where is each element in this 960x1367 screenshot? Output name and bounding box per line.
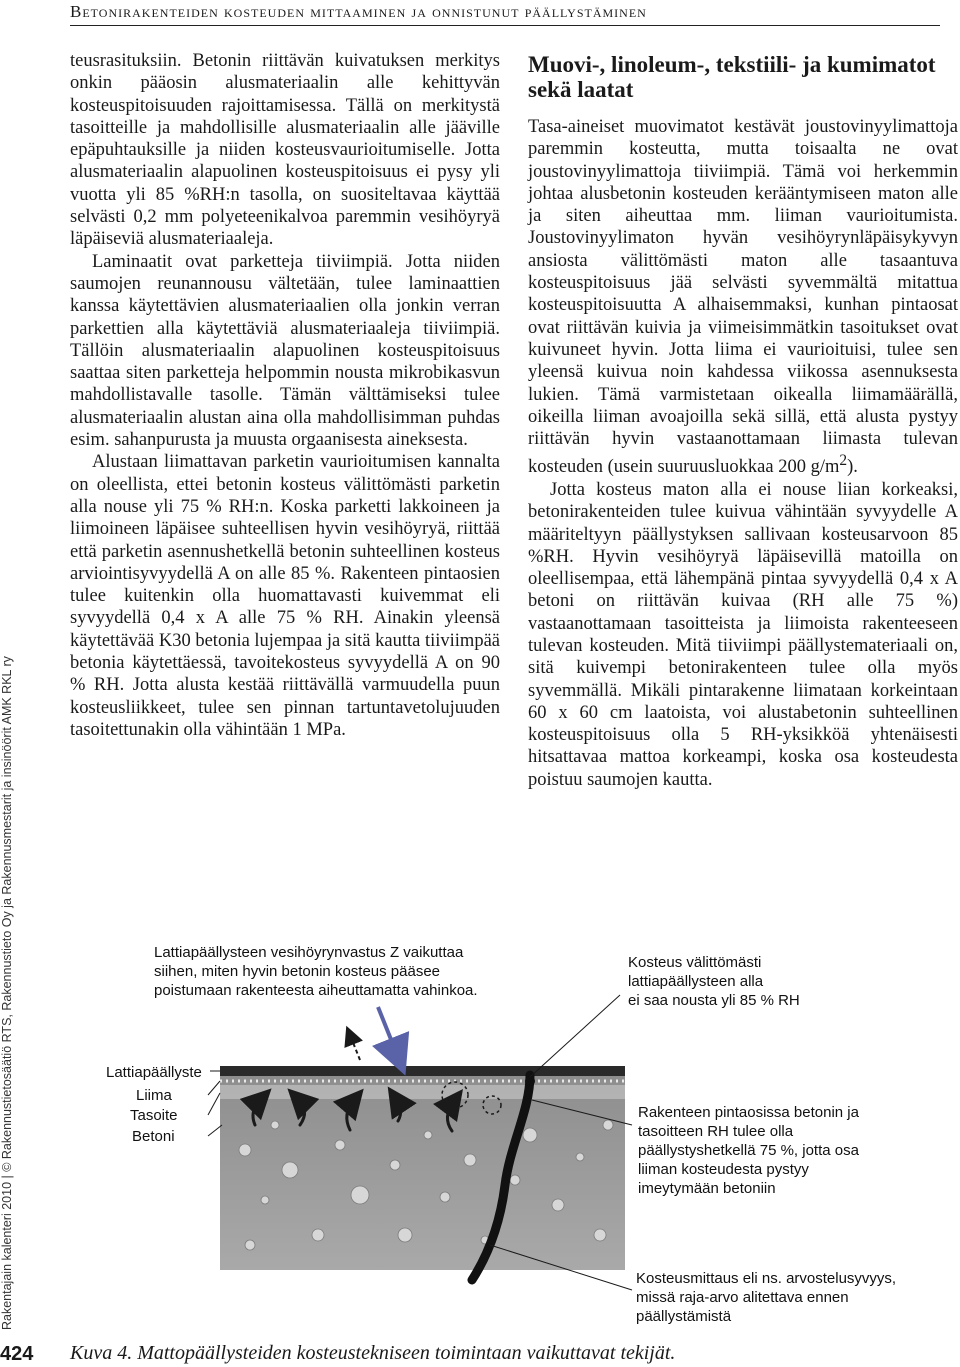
callout-line: Rakenteen pintaosissa betonin ja bbox=[638, 1104, 859, 1121]
page-number: 424 bbox=[0, 1343, 34, 1365]
figure-moisture-diagram bbox=[60, 935, 960, 1335]
left-column bbox=[70, 50, 500, 741]
callout-line: päällystyshetkellä 75 %, jotta osa bbox=[638, 1142, 859, 1159]
callout-line: Kosteusmittaus eli ns. arvostelusyvyys, bbox=[636, 1270, 897, 1287]
sidebar-copyright bbox=[0, 0, 22, 1330]
label-adhesive: Liima bbox=[136, 1087, 172, 1104]
concrete-cross-section bbox=[60, 935, 960, 1335]
callout-line: Kosteus välittömästi bbox=[628, 954, 762, 971]
label-floor-covering: Lattiapäällyste bbox=[106, 1064, 202, 1081]
left-paragraph-1: teusrasituksiin. Betonin riittävän kuivatuksen merkitys onkin pääosin alusmateriaalin alle kehittyvän kosteuspitoisuuden rajoittamisessa. Tällä on merkitystä tasoitteille ja mahdollisille alusmateriaalin alle jääville epäpuhtauksille ja niiden kosteusvaurioitumiselle. Jotta alusmateriaalin alapuolinen kosteuspitoisuus ei pysy yli vuotta yli 85 %RH:n tasolla, on suositeltavaa käyttää selvästi 0,2 mm polyeteenikalvoa paremmin vesihöyryä läpäiseviä alusmateriaaleja. bbox=[70, 51, 500, 250]
callout-line: liiman kosteudesta pystyy bbox=[638, 1161, 809, 1178]
section-heading: Muovi-, linoleum-, tekstiili- ja kumimatot sekä laatat bbox=[528, 52, 936, 102]
callout-line: tasoitteen RH tulee olla bbox=[638, 1123, 794, 1140]
callout-line: poistumaan rakenteesta aiheuttamatta vahinkoa. bbox=[154, 982, 478, 999]
label-screed: Tasoite bbox=[130, 1107, 178, 1124]
callout-line: lattiapäällysteen alla bbox=[628, 973, 764, 990]
callout-line: Lattiapäällysteen vesihöyrynvastus Z vaikuttaa bbox=[154, 944, 464, 961]
concrete-slab bbox=[220, 1075, 625, 1270]
escaping-moisture-arrow bbox=[350, 1035, 360, 1060]
label-concrete: Betoni bbox=[132, 1128, 175, 1145]
screed-layer bbox=[220, 1085, 625, 1099]
left-paragraph-3: Alustaan liimattavan parketin vaurioitumisen kannalta on oleellista, ettei betonin kosteus välittömästi parketin alla nouse yli 75 % RH:n. Koska parketti lakkoineen ja liimoineen läpäisee suhteellisen hyvin vesihöyryä, riittää että parketin asennushetkellä betonin suhteellinen kosteus arviointisyvyydellä A on alle 85 %. Rakenteen pintaosien tulee kuitenkin olla huomattavasti kuivemmat eli syvyydellä 0,4 x A alle 75 % RH. Ainakin yleensä käytettävää K30 betonia lujempaa ja sitä kautta tiiviimpää betonia käytettäessä, tavoitekosteus syvyydellä A on 90 % RH. Jotta alusta kestää riittävällä varmuudella puun kosteusliikkeet, tulee sen pinnan tartuntavetolujuuden tasoitettunakin olla vähintään 1 MPa. bbox=[70, 452, 500, 740]
callout-line: imeytymään betoniin bbox=[638, 1180, 776, 1197]
left-paragraph-2: Laminaatit ovat parketteja tiiviimpiä. Jotta niiden saumojen reunannousu vältetään, tulee laminaattien kanssa käytettävien alusmateriaalien olla jonkin verran parkettien alla käytettäviä alusmateriaaleja tiiviimpiä. Tällöin alusmateriaalin alapuolinen kosteuspitoisuus saattaa siten parketteja helpommin nousta mikrobikasvun mahdollistavalle tasolle. Tämän välttämiseksi tulee alusmateriaalin alustan aina olla mahdollisimman puhdas esim. sahanpurusta ja muusta orgaanisesta aineksesta. bbox=[70, 251, 500, 451]
callout-line: missä raja-arvo alitettava ennen bbox=[636, 1289, 849, 1306]
sidebar-copyright-text: Rakentajain kalenteri 2010 | © Rakennustietosäätiö RTS, Rakennustieto Oy ja Rakennusmestarit ja insinöörit AMK RKL ry bbox=[0, 656, 14, 1330]
superscript-two: 2 bbox=[839, 452, 848, 470]
right-column bbox=[528, 50, 958, 791]
measurement-point bbox=[525, 1076, 535, 1086]
callout-line: ei saa nousta yli 85 % RH bbox=[628, 992, 800, 1009]
figure-caption: Kuva 4. Mattopäällysteiden kosteustekniseen toimintaan vaikuttavat tekijät. bbox=[70, 1342, 676, 1364]
right-paragraph-2: Jotta kosteus maton alla ei nouse liian korkeaksi, betonirakenteiden tulee kuivua vähintään syvyydelle A määriteltyyn päällystyksen sallivaan kosteusarvoon 85 %RH. Hyvin vesihöyryä läpäisevillä matoilla on oleellisempaa, että lähempänä pintaa syvyydellä 0,4 x A betoni on riittävän kuivaa (RH alle 75 %) vastaanottamaan tasoitteista ja liimoista rakenteeseen tulevan kosteuden. Mitä tiiviimpi päällystemateriaali on, sitä kuivempi betonirakenteen tulee olla myös syvemmällä. Mikäli pintarakenne liimataan korkeintaan 60 x 60 cm laatoista, voi alustabetonin suhteellinen kosteuspitoisuus olla 5 RH-yksikköä yhtenäisesti hitsattavaa mattoa korkeampi, koska osa kosteudesta poistuu saumojen kautta. bbox=[528, 479, 958, 790]
right-paragraph-1-text: Tasa-aineiset muovimatot kestävät joustovinyylimattoja paremmin kosteutta, mutta toisaalta ne ovat joustovinyylimattoja tiiviimpiä. Tämä voi herkemmin johtaa alusbetonin kosteuden kerääntymiseen maton alle ja siten aiheuttaa mm. liiman vaurioitumista. Joustovinyylimaton hyvän vesihöyrynläpäisykyvyn ansiosta välittömästi maton alle tasaantuva kosteuspitoisuus jää selvästi syvemmältä mitattua kosteuspitoisuutta A alhaisemmaksi, kunhan pintaosat ovat riittävän kuivia ja viimeisimmätkin tasoitukset ovat kuivuneet hyvin. Jotta liima ei vaurioituisi, tulee sen yleensä kuivua noin kahdessa viikossa asennuksesta lukien. Tämä varmistetaan oikealla liimamäärällä, oikeilla liiman avoajoilla sekä sillä, että alusta pystyy riittävän hyvin vastaanottamaan liimasta tulevan kosteuden (usein suuruusluokkaa 200 g/m bbox=[528, 117, 958, 478]
right-paragraph-1-end: ). bbox=[847, 457, 858, 478]
callout-line: siihen, miten hyvin betonin kosteus pääsee bbox=[154, 963, 441, 980]
vapour-resistance-arrow bbox=[378, 1007, 398, 1057]
floor-covering-layer bbox=[220, 1066, 625, 1076]
running-header: Betonirakenteiden kosteuden mittaaminen ja onnistunut päällystäminen bbox=[70, 2, 940, 26]
callout-line: päällystämistä bbox=[636, 1308, 732, 1325]
right-paragraph-1 bbox=[528, 116, 958, 479]
